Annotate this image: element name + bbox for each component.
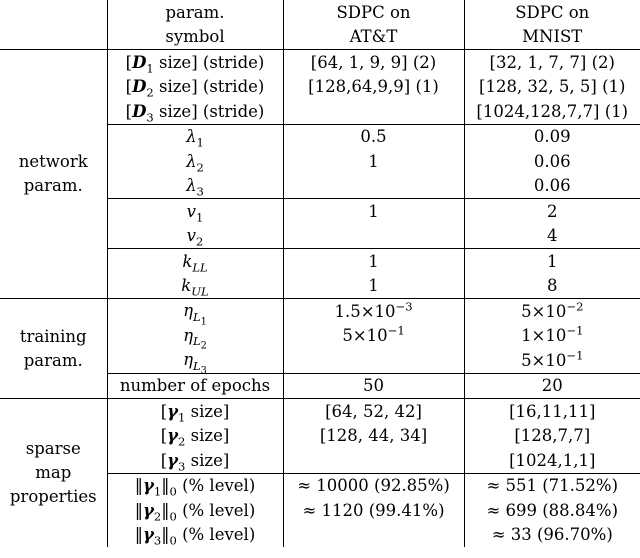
mnist-value: [1024,128,7,7] (1)	[464, 99, 640, 124]
att-value	[283, 523, 464, 548]
att-value: 0.5	[283, 124, 464, 149]
mnist-value: [32, 1, 7, 7] (2)	[464, 50, 640, 75]
att-value: $5\times 10^{-1}$	[283, 324, 464, 349]
param-d2-size: [$D_2$ size] (stride)	[107, 75, 283, 100]
param-eta2: $\eta_{L_2}$	[107, 324, 283, 349]
header-att: SDPC on	[283, 0, 464, 25]
header-symbol: symbol	[107, 25, 283, 50]
att-value: 1	[283, 274, 464, 299]
att-value: $1.5\times 10^{-3}$	[283, 299, 464, 324]
param-eta3: $\eta_{L_3}$	[107, 348, 283, 373]
param-gamma3-norm: $‖\gamma_3‖_0$ (% level)	[107, 523, 283, 548]
att-value: [64, 52, 42]	[283, 399, 464, 424]
att-value	[283, 348, 464, 373]
mnist-value: [128, 32, 5, 5] (1)	[464, 75, 640, 100]
mnist-value: 2	[464, 199, 640, 224]
param-gamma1-norm: $‖\gamma_1‖_0$ (% level)	[107, 473, 283, 498]
param-gamma2-norm: $‖\gamma_2‖_0$ (% level)	[107, 498, 283, 523]
att-value: ≈ 10000 (92.85%)	[283, 473, 464, 498]
mnist-value: 8	[464, 274, 640, 299]
header-mnist-dataset: MNIST	[464, 25, 640, 50]
att-value: 1	[283, 149, 464, 174]
att-value: [128, 44, 34]	[283, 424, 464, 449]
section-network-label: network param.	[0, 50, 107, 299]
param-k-ll: $k_{LL}$	[107, 249, 283, 274]
header-category-cell	[0, 0, 107, 25]
param-k-ul: $k_{UL}$	[107, 274, 283, 299]
mnist-value: 0.06	[464, 174, 640, 199]
mnist-value: [16,11,11]	[464, 399, 640, 424]
mnist-value: ≈ 699 (88.84%)	[464, 498, 640, 523]
param-d3-size: [$D_3$ size] (stride)	[107, 99, 283, 124]
header-param: param.	[107, 0, 283, 25]
mnist-value: $1\times 10^{-1}$	[464, 324, 640, 349]
mnist-value: 4	[464, 224, 640, 249]
att-value: ≈ 1120 (99.41%)	[283, 498, 464, 523]
param-lambda1: $\lambda_1$	[107, 124, 283, 149]
mnist-value: [1024,1,1]	[464, 448, 640, 473]
header-att-dataset: AT&T	[283, 25, 464, 50]
param-eta1: $\eta_{L_1}$	[107, 299, 283, 324]
param-d1-size: [$D_1$ size] (stride)	[107, 50, 283, 75]
mnist-value: $5\times 10^{-1}$	[464, 348, 640, 373]
param-gamma2-size: [$\gamma_2$ size]	[107, 424, 283, 449]
mnist-value: 1	[464, 249, 640, 274]
param-gamma3-size: [$\gamma_3$ size]	[107, 448, 283, 473]
att-value: 50	[283, 373, 464, 399]
mnist-value: ≈ 551 (71.52%)	[464, 473, 640, 498]
param-v1: $v_1$	[107, 199, 283, 224]
att-value: [64, 1, 9, 9] (2)	[283, 50, 464, 75]
mnist-value: ≈ 33 (96.70%)	[464, 523, 640, 548]
param-gamma1-size: [$\gamma_1$ size]	[107, 399, 283, 424]
param-epochs: number of epochs	[107, 373, 283, 399]
att-value: [128,64,9,9] (1)	[283, 75, 464, 100]
att-value	[283, 99, 464, 124]
table-row	[0, 399, 640, 424]
table-row	[0, 50, 640, 75]
param-lambda3: $\lambda_3$	[107, 174, 283, 199]
mnist-value: [128,7,7]	[464, 424, 640, 449]
param-lambda2: $\lambda_2$	[107, 149, 283, 174]
section-training-label: training param.	[0, 299, 107, 399]
table-row	[0, 299, 640, 324]
section-sparse-label: sparse map properties	[0, 399, 107, 548]
att-value	[283, 448, 464, 473]
mnist-value: $5\times 10^{-2}$	[464, 299, 640, 324]
mnist-value: 20	[464, 373, 640, 399]
param-v2: $v_2$	[107, 224, 283, 249]
mnist-value: 0.09	[464, 124, 640, 149]
att-value	[283, 174, 464, 199]
mnist-value: 0.06	[464, 149, 640, 174]
att-value	[283, 224, 464, 249]
att-value: 1	[283, 199, 464, 224]
att-value: 1	[283, 249, 464, 274]
header-mnist: SDPC on	[464, 0, 640, 25]
